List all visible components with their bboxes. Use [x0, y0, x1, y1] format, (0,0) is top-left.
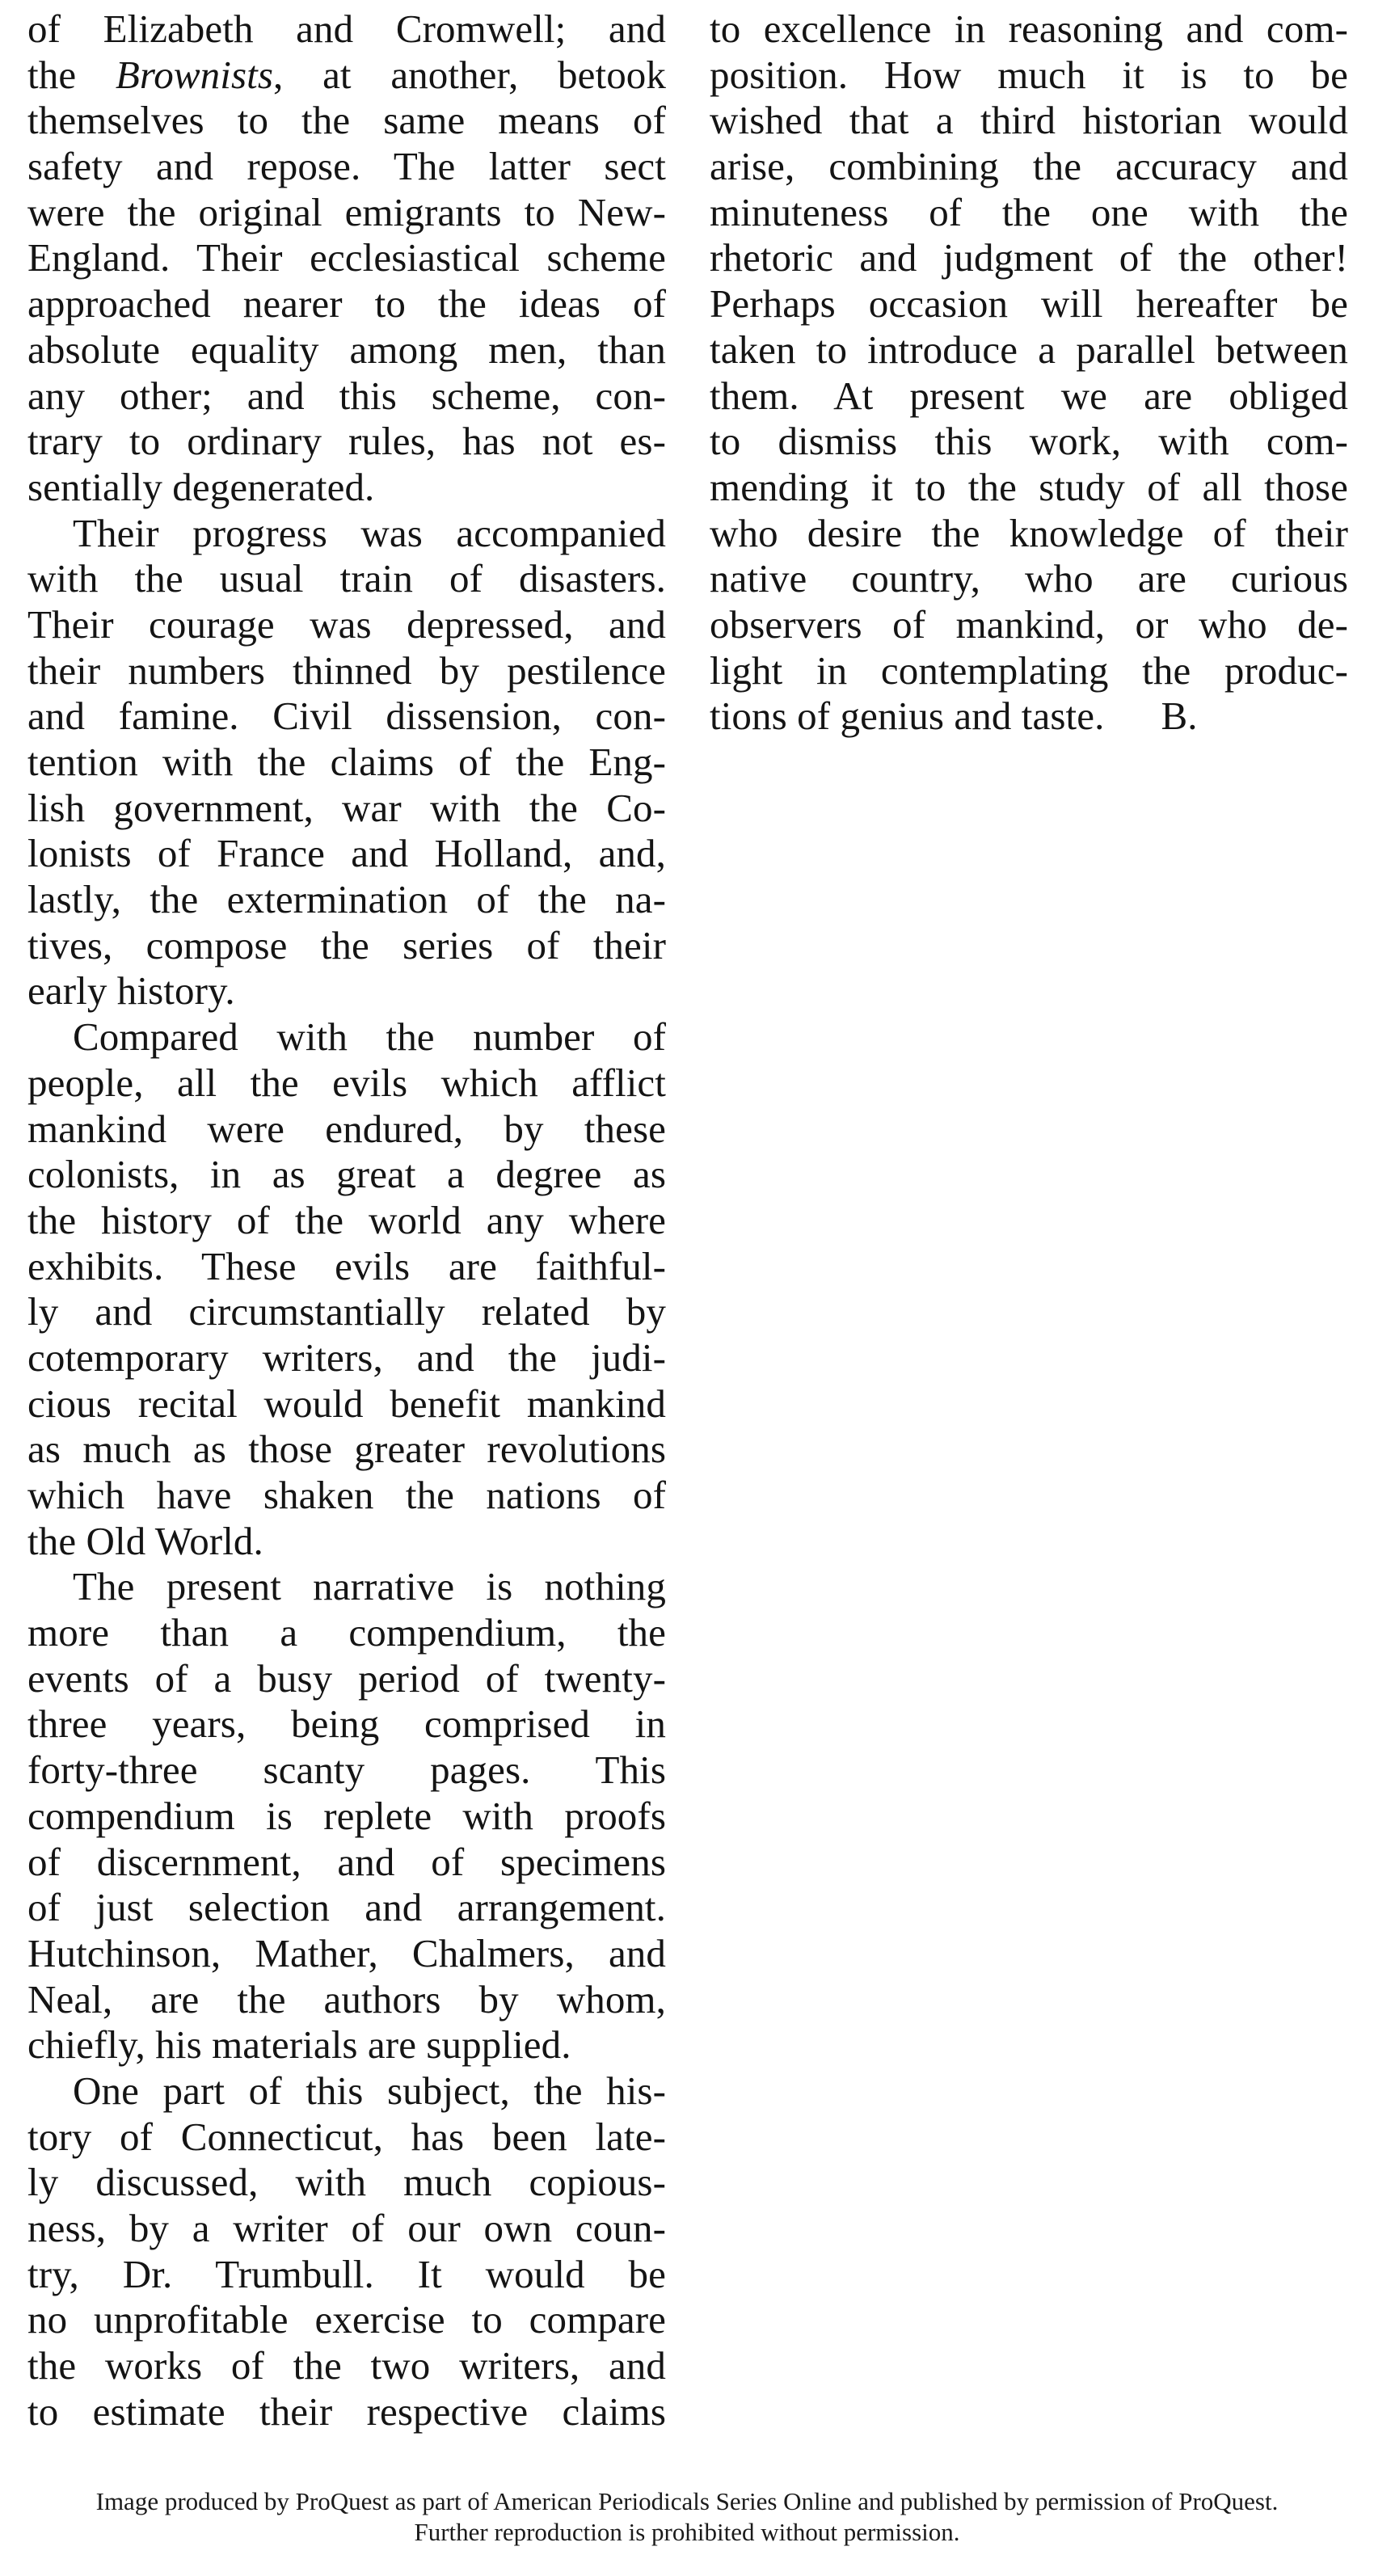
left-column-text-line — [27, 1335, 666, 1381]
line-text: to excellence in reasoning and com- — [710, 6, 1348, 51]
left-column-text-line — [27, 923, 666, 969]
left-column-text-line — [27, 602, 666, 648]
left-column — [27, 6, 666, 2435]
right-column-text-line — [710, 98, 1348, 144]
line-text: chiefly, his materials are supplied. — [27, 2022, 571, 2068]
right-column-text-line — [710, 511, 1348, 557]
line-text: arise, combining the accuracy and — [710, 144, 1348, 189]
left-column-text-line — [27, 648, 666, 694]
left-column-text-line — [27, 144, 666, 190]
line-text: and famine. Civil dissension, con- — [27, 694, 666, 739]
line-text: rhetoric and judgment of the other! — [710, 235, 1348, 280]
line-text: their numbers thinned by pestilence — [27, 647, 666, 693]
left-column-text-line — [27, 1748, 666, 1794]
right-column-text-line — [710, 53, 1348, 99]
line-text: events of a busy period of twenty- — [27, 1655, 666, 1701]
line-text: minuteness of the one with the — [710, 189, 1348, 234]
line-text: the Old World. — [27, 1518, 263, 1563]
left-column-text-line — [27, 235, 666, 281]
line-text: ly discussed, with much copious- — [27, 2160, 666, 2205]
left-column-text-line — [27, 2022, 666, 2068]
line-text: light in contemplating the produc- — [710, 647, 1348, 693]
left-column-text-line — [27, 1427, 666, 1473]
reproduction-notice: Further reproduction is prohibited without permission. — [414, 2518, 960, 2546]
right-column-text-line — [710, 694, 1348, 740]
line-text: which have shaken the nations of — [27, 1473, 666, 1517]
left-column-text-line — [27, 1289, 666, 1335]
right-column-text-line — [710, 327, 1348, 373]
left-column-text-line — [27, 2297, 666, 2343]
line-text: any other; and this scheme, con- — [27, 373, 666, 418]
left-column-text-line — [27, 1840, 666, 1886]
line-text: no unprofitable exercise to compare — [27, 2297, 666, 2342]
left-column-text-line — [27, 2068, 666, 2114]
left-column-text-line — [27, 1885, 666, 1931]
right-column-text-line — [710, 419, 1348, 465]
line-text: more than a compendium, the — [27, 1610, 666, 1655]
left-column-text-line — [27, 465, 666, 511]
left-column-text-line — [27, 1794, 666, 1840]
left-column-text-line — [27, 1014, 666, 1060]
line-text: exhibits. These evils are faithful- — [27, 1243, 666, 1288]
line-text: position. How much it is to be — [710, 52, 1348, 97]
line-text: of just selection and arrangement. — [27, 1885, 666, 1930]
line-text: tory of Connecticut, has been late- — [27, 2114, 666, 2159]
line-text: themselves to the same means of — [27, 98, 666, 143]
line-text: to dismiss this work, with com- — [710, 419, 1348, 464]
line-text: Neal, are the authors by whom, — [27, 1976, 666, 2022]
line-text: mending it to the study of all those — [710, 464, 1348, 509]
line-text: the works of the two writers, and — [27, 2343, 666, 2388]
left-column-text-line — [27, 1244, 666, 1290]
right-column-text-line — [710, 373, 1348, 419]
line-text: England. Their ecclesiastical scheme — [27, 235, 666, 280]
left-column-text-line — [27, 373, 666, 419]
left-column-text-line — [27, 419, 666, 465]
left-column-text-line — [27, 1519, 666, 1565]
right-column-text-line — [710, 144, 1348, 190]
line-text: trary to ordinary rules, has not es- — [27, 419, 666, 464]
right-column-text-line — [710, 556, 1348, 602]
left-column-text-line — [27, 1977, 666, 2023]
left-column-text-line — [27, 968, 666, 1014]
line-text: three years, being comprised in — [27, 1701, 666, 1747]
italic-term: Brownists — [115, 52, 274, 97]
line-text: them. At present we are obliged — [710, 373, 1348, 418]
left-column-text-line — [27, 1152, 666, 1198]
line-text: absolute equality among men, than — [27, 327, 666, 372]
left-column-text-line — [27, 53, 666, 99]
left-column-text-line — [27, 786, 666, 832]
line-text: sentially degenerated. — [27, 464, 375, 509]
line-text: try, Dr. Trumbull. It would be — [27, 2251, 666, 2296]
line-text: of Elizabeth and Cromwell; and — [27, 6, 666, 51]
left-column-text-line — [27, 2160, 666, 2206]
left-column-text-line — [27, 6, 666, 53]
left-column-text-line — [27, 2206, 666, 2252]
line-text: approached nearer to the ideas of — [27, 281, 666, 327]
line-text: Their courage was depressed, and — [27, 601, 666, 647]
left-column-text-line — [27, 831, 666, 877]
left-column-text-line — [27, 281, 666, 327]
left-column-text-line — [27, 511, 666, 557]
line-text: were the original emigrants to New- — [27, 189, 666, 234]
left-column-text-line — [27, 1473, 666, 1519]
line-text: tention with the claims of the Eng- — [27, 740, 666, 784]
left-column-text-line — [27, 1060, 666, 1107]
left-column-text-line — [27, 1564, 666, 1610]
line-text: lish government, war with the Co- — [27, 785, 666, 830]
right-column-text-line — [710, 648, 1348, 694]
left-column-text-line — [27, 327, 666, 373]
line-text: as much as those greater revolutions — [27, 1427, 666, 1472]
line-text: of discernment, and of specimens — [27, 1839, 666, 1884]
right-column-text-line — [710, 6, 1348, 53]
right-column — [710, 6, 1348, 740]
line-text: people, all the evils which afflict — [27, 1060, 666, 1105]
right-column-text-line — [710, 235, 1348, 281]
left-column-text-line — [27, 1931, 666, 1977]
line-text: early history. — [27, 968, 235, 1014]
left-column-text-line — [27, 1701, 666, 1748]
line-text: wished that a third historian would — [710, 98, 1348, 143]
left-column-text-line — [27, 877, 666, 923]
right-column-text-line — [710, 465, 1348, 511]
text-segment: , at another, betook — [273, 52, 666, 97]
line-text: mankind were endured, by these — [27, 1106, 666, 1151]
left-column-text-line — [27, 98, 666, 144]
line-text: with the usual train of disasters. — [27, 556, 666, 601]
left-column-text-line — [27, 694, 666, 740]
left-column-text-line — [27, 1610, 666, 1656]
line-text: cious recital would benefit mankind — [27, 1381, 666, 1426]
line-text: colonists, in as great a degree as — [27, 1152, 666, 1197]
line-text: lonists of France and Holland, and, — [27, 831, 666, 876]
line-text: Their progress was accompanied — [73, 510, 666, 555]
line-text: safety and repose. The latter sect — [27, 144, 666, 189]
line-text: the history of the world any where — [27, 1197, 666, 1242]
left-column-text-line — [27, 190, 666, 236]
left-column-text-line — [27, 2343, 666, 2389]
line-text: cotemporary writers, and the judi- — [27, 1334, 666, 1380]
line-text: The present narrative is nothing — [73, 1564, 666, 1609]
line-text: tives, compose the series of their — [27, 922, 666, 968]
line-text: Perhaps occasion will hereafter be — [710, 281, 1348, 327]
line-text: native country, who are curious — [710, 556, 1348, 601]
right-column-text-line — [710, 190, 1348, 236]
text-segment: the — [27, 52, 116, 97]
line-text: forty-three scanty pages. This — [27, 1748, 666, 1793]
author-signature: B. — [1161, 694, 1198, 739]
line-text: One part of this subject, the his- — [73, 2068, 666, 2113]
right-column-text-line — [710, 281, 1348, 327]
copyright-notice: Image produced by ProQuest as part of American Periodicals Series Online and published by permission of ProQuest. — [95, 2487, 1279, 2515]
right-column-text-line — [710, 602, 1348, 648]
left-column-text-line — [27, 1656, 666, 1702]
line-text: ly and circumstantially related by — [27, 1289, 666, 1334]
left-column-text-line — [27, 2252, 666, 2298]
line-text: Compared with the number of — [73, 1014, 666, 1060]
line-text: taken to introduce a parallel between — [710, 327, 1348, 372]
line-text: tions of genius and taste. — [710, 694, 1105, 739]
line-text: Hutchinson, Mather, Chalmers, and — [27, 1930, 666, 1975]
left-column-text-line — [27, 1198, 666, 1244]
left-column-text-line — [27, 2389, 666, 2435]
line-text: who desire the knowledge of their — [710, 510, 1348, 555]
left-column-text-line — [27, 1381, 666, 1427]
line-text: ness, by a writer of our own coun- — [27, 2206, 666, 2250]
line-text: observers of mankind, or who de- — [710, 601, 1348, 647]
line-text: lastly, the extermination of the na- — [27, 877, 666, 922]
left-column-text-line — [27, 2114, 666, 2161]
left-column-text-line — [27, 556, 666, 602]
left-column-text-line — [27, 1107, 666, 1153]
line-text: compendium is replete with proofs — [27, 1793, 666, 1838]
line-text: to estimate their respective claims — [27, 2388, 666, 2434]
left-column-text-line — [27, 740, 666, 786]
